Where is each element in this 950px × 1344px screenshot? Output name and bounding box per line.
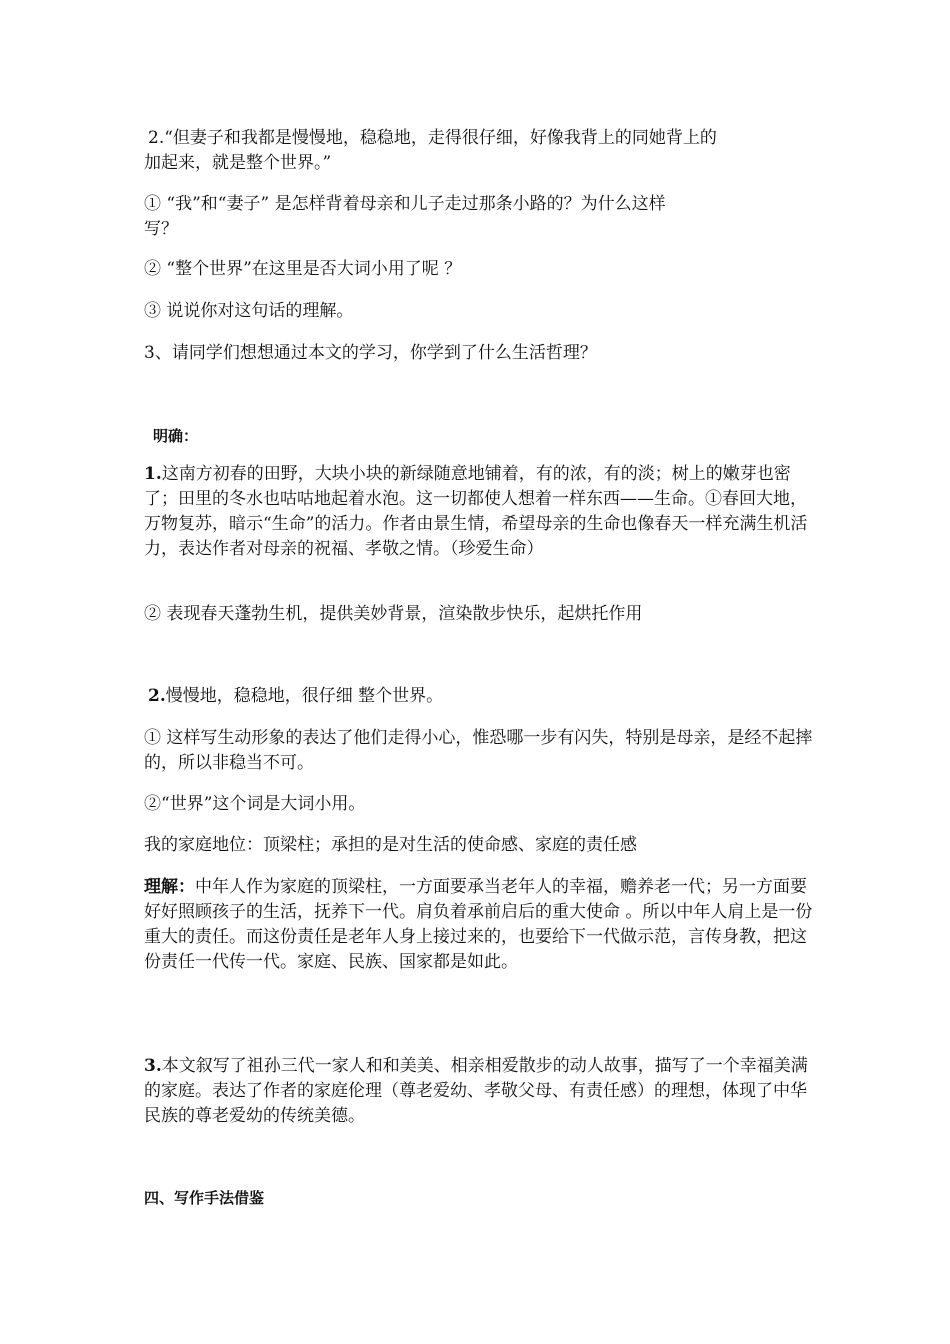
answer-3 [144, 1054, 814, 1129]
question-3: 3、请同学们想想通过本文的学习，你学到了什么生活哲理？ [144, 343, 597, 363]
answer-3-text: 本文叙写了祖孙三代一家人和和美美、相亲相爱散步的动人故事，描写了一个幸福美满的家庭。表达了作者的家庭伦理（尊老爱幼、孝敬父母、有责任感）的理想，体现了中华民族的尊老爱幼的传统美德。 [144, 1056, 808, 1126]
answer-2 [144, 684, 814, 709]
answer-2-text: 慢慢地，稳稳地，很仔细 整个世界。 [165, 686, 444, 706]
question-2-sub-2: ② “整个世界”在这里是否大词小用了呢 ？ [144, 259, 462, 279]
answer-2-sub-1: ① 这样写生动形象的表达了他们走得小心，惟恐哪一步有闪失，特别是母亲，是经不起摔的，所以非稳当不可。 [144, 728, 813, 773]
answer-1-sub-2: ② 表现春天蓬勃生机，提供美妙背景，渲染散步快乐，起烘托作用 [144, 604, 643, 624]
answer-1-number: 1. [144, 464, 162, 484]
question-2-sub-3: ③ 说说你对这句话的理解。 [144, 301, 354, 321]
answer-1-text: 这南方初春的田野，大块小块的新绿随意地铺着，有的浓，有的淡；树上的嫩芽也密了；田里的冬水也咕咕地起着水泡。这一切都使人想着一样东西——生命。①春回大地，万物复苏，暗示“生命”的活力。作者由景生情，希望母亲的生命也像春天一样充满生机活力，表达作者对母亲的祝福、孝敬之情。（珍爱生命） [144, 464, 808, 559]
question-2 [144, 126, 814, 176]
answer-2-number: 2. [148, 686, 166, 706]
answer-2-sub-2: ②“世界”这个词是大词小用。 [144, 794, 366, 814]
answer-1 [144, 462, 814, 562]
question-2-line-1: 2.“但妻子和我都是慢慢地，稳稳地，走得很仔细，好像我背上的同她背上的 [148, 128, 717, 148]
answer-2-family-role: 我的家庭地位：顶梁柱；承担的是对生活的使命感、家庭的责任感 [144, 835, 637, 855]
answers-heading: 明确： [153, 427, 199, 445]
answer-3-number: 3. [144, 1056, 162, 1076]
question-2-sub-1-line-2: 写？ [144, 219, 178, 239]
understanding-text: 中年人作为家庭的顶梁柱，一方面要承当老年人的幸福，赡养老一代；另一方面要好好照顾孩子的生活，抚养下一代。肩负着承前启后的重大使命 。所以中年人肩上是一份重大的责任。而这份责任是老年人身上接过来的，也要给下一代做示范，言传身教，把这份责任一代传一代。家庭、民族、国家都是如此。 [144, 877, 813, 972]
question-2-line-2: 加起来，就是整个世界。” [144, 153, 332, 173]
question-2-sub-1 [144, 192, 814, 242]
answer-2-understanding [144, 875, 814, 975]
understanding-label: 理解： [144, 877, 195, 897]
section-4-heading: 四、写作手法借鉴 [144, 1189, 265, 1207]
question-2-sub-1-line-1: ① “我”和“妻子” 是怎样背着母亲和儿子走过那条小路的？为什么这样 [144, 194, 666, 214]
